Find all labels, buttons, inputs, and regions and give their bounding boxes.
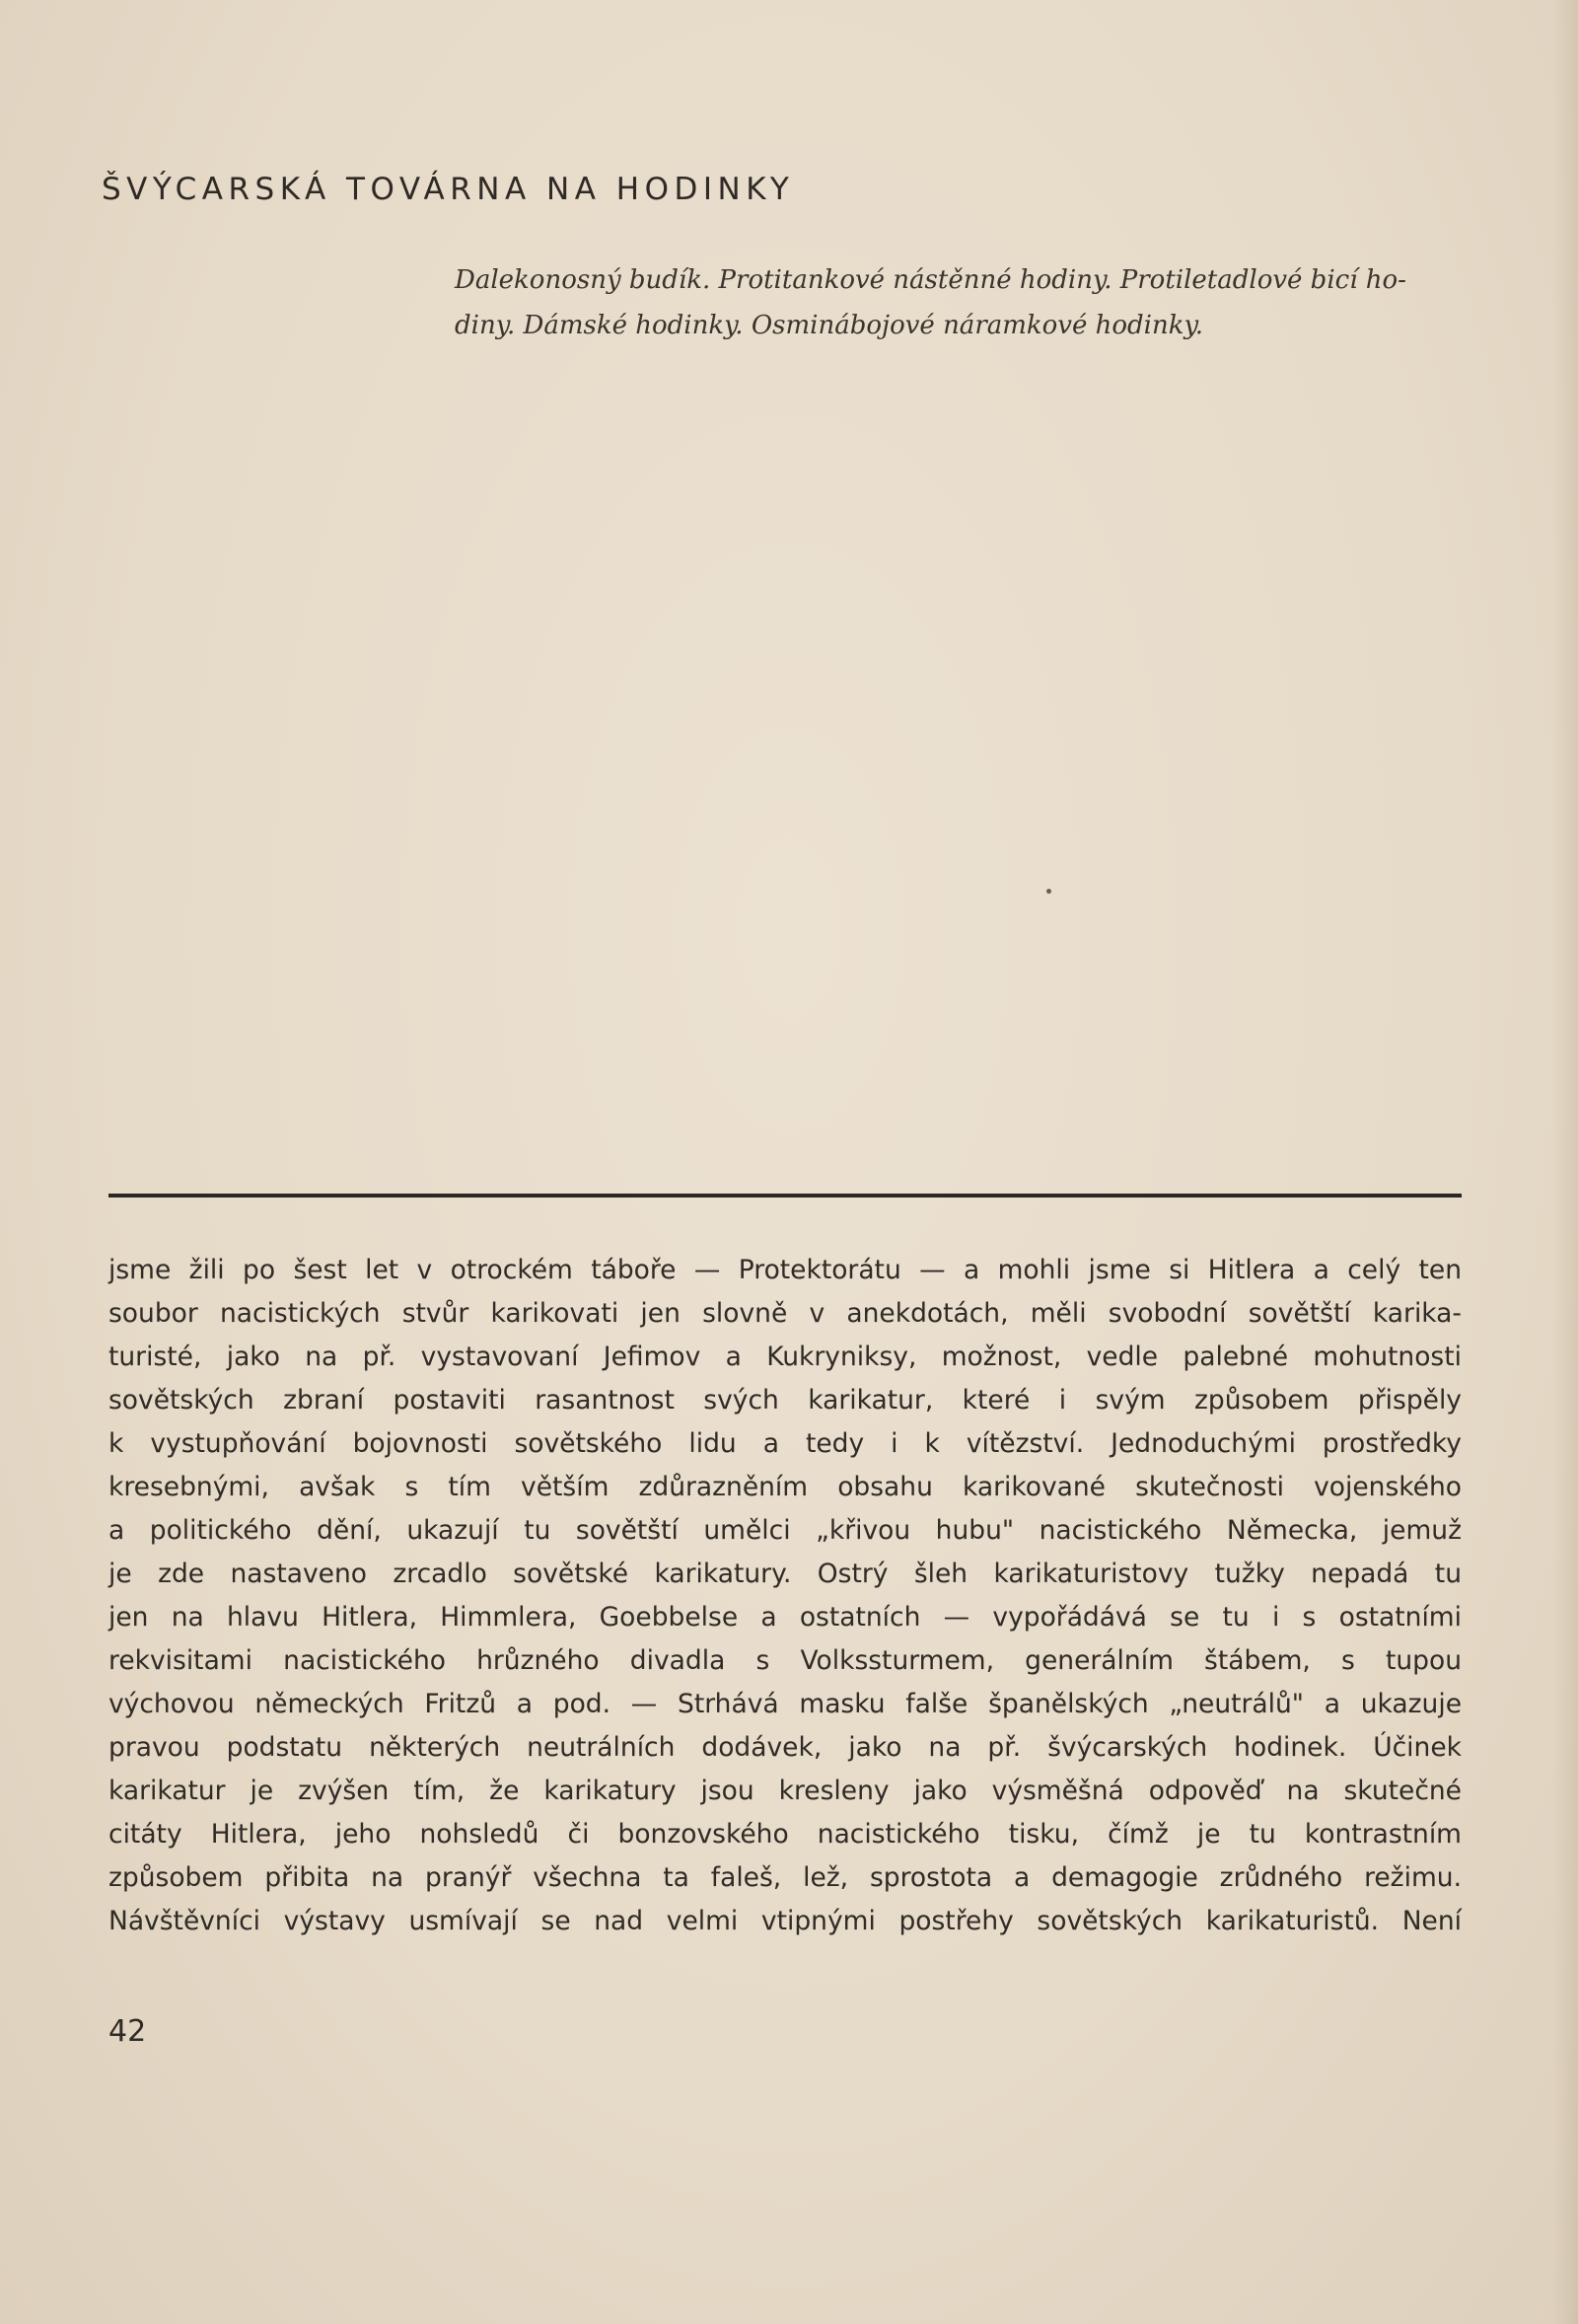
body-paragraph — [108, 1249, 1462, 1943]
text-line: pravou podstatu některých neutrálních dodávek, jako na př. švýcarských hodinek. Účinek — [108, 1732, 1462, 1763]
caption-line: Dalekonosný budík. Protitankové nástěnné hodiny. Protiletadlové bicí ho- — [455, 265, 1406, 295]
caption-line: diny. Dámské hodinky. Osminábojové náramkové hodinky. — [455, 311, 1204, 340]
text-line: rekvisitami nacistického hrůzného divadla s Volkssturmem, generálním štábem, s tupou — [108, 1645, 1462, 1676]
horizontal-rule — [108, 1194, 1462, 1198]
text-line: turisté, jako na př. vystavovaní Jefimov a Kukryniksy, možnost, vedle palebné mohutnosti — [108, 1342, 1462, 1372]
text-line: Návštěvníci výstavy usmívají se nad velmi vtipnými postřehy sovětských karikaturistů. Není — [108, 1906, 1462, 1936]
page-number: 42 — [108, 2014, 147, 2049]
text-line: je zde nastaveno zrcadlo sovětské karikatury. Ostrý šleh karikaturistovy tužky nepadá tu — [108, 1559, 1462, 1589]
text-line: kresebnými, avšak s tím větším zdůrazněním obsahu karikované skutečnosti vojenského — [108, 1472, 1462, 1502]
text-line: k vystupňování bojovnosti sovětského lidu a tedy i k vítězství. Jednoduchými prostředky — [108, 1428, 1462, 1459]
text-line: a politického dění, ukazují tu sovětští umělci „křivou hubu" nacistického Německa, jemuž — [108, 1515, 1462, 1546]
section-heading: ŠVÝCARSKÁ TOVÁRNA NA HODINKY — [102, 172, 795, 207]
page-edge-shadow — [1552, 0, 1578, 2324]
text-line: soubor nacistických stvůr karikovati jen slovně v anekdotách, měli svobodní sovětští karika- — [108, 1298, 1462, 1329]
text-line: sovětských zbraní postaviti rasantnost svých karikatur, které i svým způsobem přispěly — [108, 1385, 1462, 1416]
text-line: způsobem přibita na pranýř všechna ta faleš, lež, sprostota a demagogie zrůdného režimu. — [108, 1862, 1462, 1893]
blank-illustration-area — [108, 355, 1460, 1184]
text-line: citáty Hitlera, jeho nohsledů či bonzovského nacistického tisku, čímž je tu kontrastním — [108, 1819, 1462, 1850]
paper-speck — [1046, 889, 1051, 894]
text-line: výchovou německých Fritzů a pod. — Strhává masku falše španělských „neutrálů" a ukazuje — [108, 1689, 1462, 1719]
text-line: jsme žili po šest let v otrockém táboře — Protektorátu — a mohli jsme si Hitlera a celý ten — [108, 1255, 1462, 1285]
illustration-caption — [455, 257, 1461, 348]
text-line: jen na hlavu Hitlera, Himmlera, Goebbelse a ostatních — vypořádává se tu i s ostatními — [108, 1602, 1462, 1633]
text-line: karikatur je zvýšen tím, že karikatury jsou kresleny jako výsměšná odpověď na skutečné — [108, 1776, 1462, 1806]
